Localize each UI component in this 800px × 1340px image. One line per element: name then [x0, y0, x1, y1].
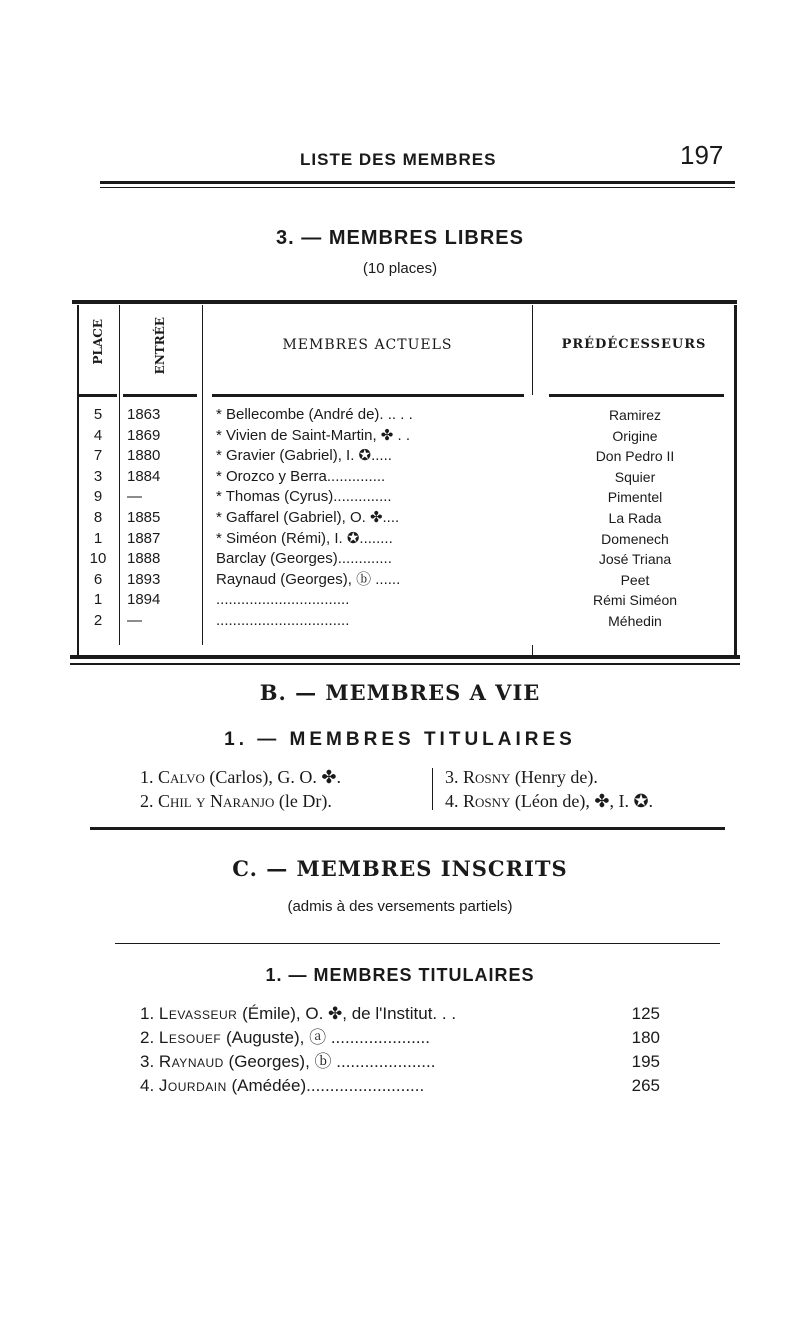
- table-row: [79, 487, 734, 507]
- item-rest: (Carlos), G. O. ✤.: [204, 767, 341, 787]
- cell-predecessor: Origine: [612, 427, 658, 444]
- item-rest: (Henry de).: [510, 767, 598, 787]
- item-name: Jourdain: [158, 1076, 227, 1095]
- cell-predecessor: José Triana: [598, 551, 672, 568]
- cell-member: * Siméon (Rémi), I. ✪........: [216, 529, 393, 547]
- cell-predecessor: La Rada: [608, 510, 662, 526]
- cell-entree: 1884: [127, 467, 161, 485]
- cell-place: 4: [93, 426, 103, 444]
- cell-entree: 1880: [127, 447, 161, 465]
- inscrits-list: [140, 1002, 660, 1098]
- item-number: 4.: [140, 1076, 155, 1095]
- cell-entree: 1894: [127, 591, 161, 609]
- table-row: [79, 508, 734, 528]
- table-bottom-rule-thin: [70, 663, 740, 665]
- column-divider: [432, 768, 433, 810]
- cell-entree: 1863: [127, 406, 161, 423]
- cell-place: 5: [93, 406, 103, 423]
- list-item: [140, 1074, 660, 1098]
- cell-place: 9: [93, 488, 103, 506]
- list-item: [140, 1026, 660, 1050]
- section-title-c: C. — MEMBRES INSCRITS: [232, 856, 568, 881]
- item-value: 195: [631, 1052, 660, 1071]
- cell-place: 3: [93, 467, 103, 485]
- table-row: [79, 446, 734, 466]
- table-row: [79, 611, 734, 631]
- list-item: [445, 789, 653, 813]
- cell-entree: 1888: [127, 550, 161, 568]
- col-divider: [532, 645, 533, 655]
- table-row: [79, 426, 734, 446]
- cell-member: ................................: [216, 612, 350, 629]
- cell-place: 7: [93, 447, 103, 465]
- cell-predecessor: Don Pedro II: [595, 448, 675, 465]
- item-number: 1.: [140, 767, 154, 787]
- header-rule-thin: [100, 187, 735, 188]
- item-name: Raynaud: [158, 1052, 224, 1071]
- list-item: [140, 789, 332, 813]
- cell-place: 10: [89, 550, 107, 568]
- cell-member: * Vivien de Saint-Martin, ✤ . .: [216, 426, 411, 444]
- table-row: [79, 529, 734, 549]
- cell-member: ................................: [216, 591, 350, 609]
- section-subtitle-libres: (10 places): [362, 260, 438, 277]
- item-rest: (Émile), O. ✤, de l'Institut. . .: [237, 1004, 457, 1023]
- item-rest: (Amédée).........................: [226, 1076, 425, 1095]
- cell-place: 2: [93, 612, 103, 629]
- item-rest: (Georges), ⓑ .....................: [223, 1052, 436, 1071]
- item-name: Rosny: [463, 791, 511, 811]
- cell-member: Barclay (Georges).............: [216, 550, 392, 568]
- item-number: 2.: [140, 791, 154, 811]
- cell-member: * Orozco y Berra..............: [216, 467, 386, 485]
- table-row: [79, 467, 734, 487]
- cell-member: Raynaud (Georges), ⓑ ......: [216, 570, 401, 588]
- cell-place: 8: [93, 509, 103, 526]
- item-number: 1.: [140, 1004, 155, 1023]
- header-place: PLACE: [91, 319, 105, 365]
- running-head: LISTE DES MEMBRES: [300, 150, 497, 169]
- cell-predecessor: Rémi Siméon: [592, 592, 678, 609]
- item-name: Lesouef: [158, 1028, 222, 1047]
- item-number: 4.: [445, 791, 459, 811]
- page-number: 197: [680, 140, 724, 170]
- section-title-b: B. — MEMBRES A VIE: [259, 680, 541, 705]
- col-divider: [532, 305, 533, 395]
- header-rule: [79, 394, 117, 397]
- cell-predecessor: Squier: [614, 468, 656, 485]
- header-actuels: MEMBRES ACTUELS: [282, 337, 453, 353]
- header-rule: [212, 394, 524, 397]
- cell-predecessor: Pimentel: [607, 489, 663, 506]
- cell-entree: —: [127, 488, 142, 506]
- list-item: [445, 765, 598, 789]
- cell-predecessor: Peet: [620, 571, 650, 588]
- header-entree: ENTRÉE: [153, 317, 167, 375]
- cell-member: * Bellecombe (André de). .. . .: [216, 406, 413, 423]
- cell-place: 1: [93, 529, 103, 547]
- cell-entree: 1887: [127, 529, 161, 547]
- list-item: [140, 765, 341, 789]
- item-rest: (le Dr).: [274, 791, 332, 811]
- item-rest: (Léon de), ✤, I. ✪.: [510, 791, 654, 811]
- section-subtitle-c2: 1. — MEMBRES TITULAIRES: [265, 965, 535, 985]
- item-value: 125: [631, 1004, 660, 1023]
- item-number: 3.: [445, 767, 459, 787]
- item-value: 180: [631, 1028, 660, 1047]
- item-number: 2.: [140, 1028, 155, 1047]
- table-top-rule: [72, 300, 737, 304]
- item-name: Calvo: [158, 767, 205, 787]
- cell-place: 1: [93, 591, 103, 609]
- cell-predecessor: Domenech: [601, 530, 669, 547]
- cell-member: * Gaffarel (Gabriel), O. ✤....: [216, 509, 400, 526]
- table-row: [79, 570, 734, 590]
- section-subtitle-c: (admis à des versements partiels): [287, 898, 513, 915]
- section-rule-thin: [115, 943, 720, 944]
- section-subtitle-b: 1. — MEMBRES TITULAIRES: [224, 729, 576, 750]
- cell-place: 6: [93, 570, 103, 588]
- table-row: [79, 549, 734, 569]
- item-name: Chil y Naranjo: [158, 791, 275, 811]
- table-row: [79, 405, 734, 425]
- header-rule-thick: [100, 181, 735, 184]
- header-rule: [123, 394, 197, 397]
- cell-entree: —: [127, 612, 142, 629]
- list-item: [140, 1002, 660, 1026]
- table-bottom-rule: [70, 655, 740, 659]
- list-item: [140, 1050, 660, 1074]
- cell-member: * Thomas (Cyrus)..............: [216, 488, 392, 506]
- cell-entree: 1869: [127, 426, 161, 444]
- cell-predecessor: Méhedin: [608, 613, 662, 629]
- cell-predecessor: Ramirez: [608, 407, 662, 423]
- item-name: Rosny: [463, 767, 511, 787]
- cell-entree: 1885: [127, 509, 161, 526]
- members-table: [77, 305, 737, 655]
- header-predecesseurs: PRÉDÉCESSEURS: [561, 337, 707, 352]
- section-title-libres: 3. — MEMBRES LIBRES: [276, 227, 524, 249]
- cell-entree: 1893: [127, 570, 161, 588]
- table-row: [79, 590, 734, 610]
- item-number: 3.: [140, 1052, 155, 1071]
- section-rule: [90, 827, 725, 830]
- header-rule: [549, 394, 724, 397]
- cell-member: * Gravier (Gabriel), I. ✪.....: [216, 447, 392, 465]
- item-name: Levasseur: [158, 1004, 238, 1023]
- item-value: 265: [631, 1076, 660, 1095]
- item-rest: (Auguste), ⓐ .....................: [221, 1028, 430, 1047]
